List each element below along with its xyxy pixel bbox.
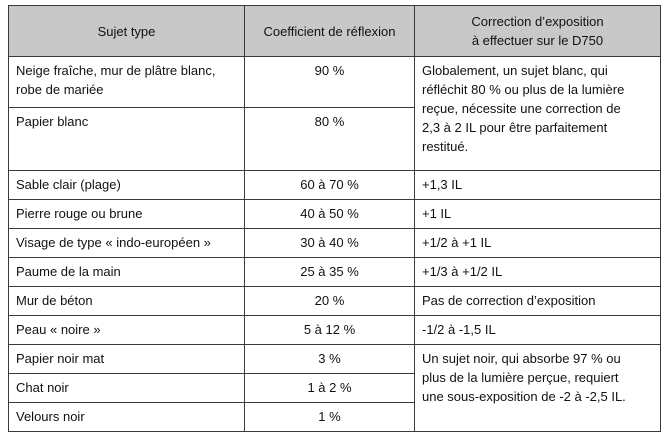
coefficient-cell: 5 à 12 % xyxy=(245,316,415,345)
subject-cell: Velours noir xyxy=(9,403,245,432)
header-correction-line1: Correction d’exposition xyxy=(471,14,604,29)
coefficient-cell: 1 % xyxy=(245,403,415,432)
subject-cell: Peau « noire » xyxy=(9,316,245,345)
subject-cell: Mur de béton xyxy=(9,287,245,316)
header-coefficient: Coefficient de réflexion xyxy=(245,6,415,57)
header-correction-line2: à effectuer sur le D750 xyxy=(471,33,604,48)
coefficient-cell: 30 à 40 % xyxy=(245,229,415,258)
table-row xyxy=(9,345,661,374)
black-subject-note: Un sujet noir, qui absorbe 97 % ou plus de la lumière perçue, requiert une sous-exposition de -2 à -2,5 IL. xyxy=(415,345,661,432)
subject-cell: Neige fraîche, mur de plâtre blanc, robe de mariée xyxy=(9,57,245,108)
reflection-table xyxy=(8,5,661,432)
header-subject: Sujet type xyxy=(9,6,245,57)
table-row xyxy=(9,258,661,287)
correction-cell: +1 IL xyxy=(415,200,661,229)
correction-cell: -1/2 à -1,5 IL xyxy=(415,316,661,345)
correction-cell: +1/3 à +1/2 IL xyxy=(415,258,661,287)
table-row xyxy=(9,57,661,108)
header-correction xyxy=(415,6,661,57)
white-subject-note: Globalement, un sujet blanc, qui réfléchit 80 % ou plus de la lumière reçue, nécessite une correction de 2,3 à 2 IL pour être parfaitement restitué. xyxy=(415,57,661,171)
correction-cell: +1,3 IL xyxy=(415,171,661,200)
correction-cell: Pas de correction d’exposition xyxy=(415,287,661,316)
table-row xyxy=(9,316,661,345)
correction-cell: +1/2 à +1 IL xyxy=(415,229,661,258)
header-row xyxy=(9,6,661,57)
coefficient-cell: 3 % xyxy=(245,345,415,374)
subject-cell: Papier noir mat xyxy=(9,345,245,374)
table-row xyxy=(9,171,661,200)
coefficient-cell: 40 à 50 % xyxy=(245,200,415,229)
subject-cell: Sable clair (plage) xyxy=(9,171,245,200)
subject-cell: Pierre rouge ou brune xyxy=(9,200,245,229)
table-row xyxy=(9,287,661,316)
coefficient-cell: 90 % xyxy=(245,57,415,108)
table-row xyxy=(9,200,661,229)
coefficient-cell: 1 à 2 % xyxy=(245,374,415,403)
coefficient-cell: 80 % xyxy=(245,108,415,171)
subject-cell: Paume de la main xyxy=(9,258,245,287)
coefficient-cell: 60 à 70 % xyxy=(245,171,415,200)
coefficient-cell: 25 à 35 % xyxy=(245,258,415,287)
subject-cell: Visage de type « indo-européen » xyxy=(9,229,245,258)
coefficient-cell: 20 % xyxy=(245,287,415,316)
subject-cell: Papier blanc xyxy=(9,108,245,171)
table-row xyxy=(9,229,661,258)
subject-cell: Chat noir xyxy=(9,374,245,403)
